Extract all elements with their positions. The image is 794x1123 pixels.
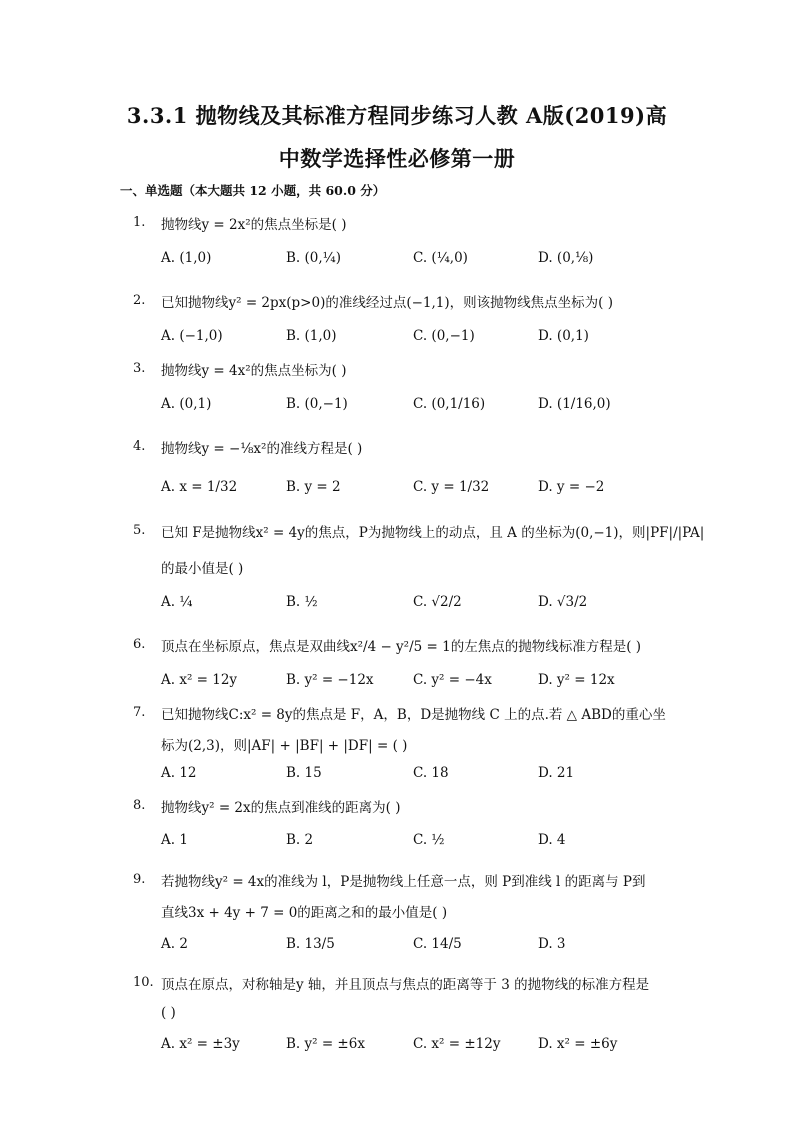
option-d: D. (0,⅛) [538, 250, 594, 266]
option-a: A. x = 1/32 [161, 479, 238, 495]
option-a: A. ¼ [161, 594, 193, 610]
question-text: 抛物线y = 2x²的焦点坐标是( ) [161, 217, 347, 233]
option-c: C. (0,1/16) [413, 396, 486, 412]
question-text: 抛物线y = −⅛x²的准线方程是( ) [161, 441, 363, 457]
option-c: C. x² = ±12y [413, 1036, 501, 1052]
question-text-continued: ( ) [161, 1005, 176, 1021]
option-a: A. 2 [161, 936, 188, 952]
question-number: 10. [133, 975, 154, 990]
option-b: B. y² = ±6x [286, 1036, 365, 1052]
option-d: D. 4 [538, 832, 566, 848]
question-text-continued: 标为(2,3)，则|AF| + |BF| + |DF| = ( ) [161, 738, 408, 754]
question-number: 4. [133, 439, 146, 454]
option-c: C. 14/5 [413, 936, 462, 952]
option-d: D. y² = 12x [538, 672, 615, 688]
option-c: C. y = 1/32 [413, 479, 490, 495]
option-a: A. (−1,0) [161, 328, 223, 344]
option-a: A. x² = ±3y [161, 1036, 240, 1052]
question-text: 顶点在原点，对称轴是y 轴，并且顶点与焦点的距离等于 3 的抛物线的标准方程是 [161, 977, 650, 993]
document-title-line-2: 中数学选择性必修第一册 [278, 146, 516, 171]
option-c: C. ½ [413, 832, 445, 848]
option-c: C. √2/2 [413, 594, 462, 610]
option-d: D. y = −2 [538, 479, 605, 495]
question-number: 8. [133, 798, 146, 813]
option-d: D. √3/2 [538, 594, 588, 610]
option-b: B. 2 [286, 832, 314, 848]
option-a: A. (0,1) [161, 396, 212, 412]
question-number: 2. [133, 293, 146, 308]
option-b: B. 13/5 [286, 936, 335, 952]
question-number: 7. [133, 705, 146, 720]
question-text-continued: 直线3x + 4y + 7 = 0的距离之和的最小值是( ) [161, 905, 448, 921]
question-text: 已知抛物线C:x² = 8y的焦点是 F，A，B，D是抛物线 C 上的点.若 △ ABD的重心坐 [161, 707, 666, 723]
option-d: D. (0,1) [538, 328, 589, 344]
document-title-line-1: 3.3.1 抛物线及其标准方程同步练习人教 A版(2019)高 [126, 103, 668, 128]
question-number: 5. [133, 523, 146, 538]
option-b: B. (0,−1) [286, 396, 348, 412]
option-b: B. (1,0) [286, 328, 337, 344]
option-d: D. (1/16,0) [538, 396, 611, 412]
option-a: A. (1,0) [161, 250, 212, 266]
question-number: 9. [133, 872, 146, 887]
option-b: B. 15 [286, 765, 322, 781]
option-c: C. 18 [413, 765, 449, 781]
option-b: B. ½ [286, 594, 318, 610]
question-text: 抛物线y² = 2x的焦点到准线的距离为( ) [161, 800, 401, 816]
option-a: A. 1 [161, 832, 188, 848]
option-a: A. x² = 12y [161, 672, 238, 688]
question-text: 若抛物线y² = 4x的准线为 l，P是抛物线上任意一点，则 P到准线 l 的距离与 P到 [161, 874, 646, 890]
question-number: 6. [133, 637, 146, 652]
option-b: B. y² = −12x [286, 672, 374, 688]
question-text-continued: 的最小值是( ) [161, 561, 244, 577]
option-d: D. 3 [538, 936, 566, 952]
question-text: 抛物线y = 4x²的焦点坐标为( ) [161, 363, 347, 379]
option-a: A. 12 [161, 765, 197, 781]
option-d: D. x² = ±6y [538, 1036, 618, 1052]
question-number: 1. [133, 215, 146, 230]
section-heading: 一、单选题（本大题共 12 小题，共 60.0 分） [120, 183, 386, 198]
option-c: C. (0,−1) [413, 328, 475, 344]
question-text: 已知抛物线y² = 2px(p>0)的准线经过点(−1,1)，则该抛物线焦点坐标为( ) [161, 295, 613, 311]
option-b: B. y = 2 [286, 479, 341, 495]
option-c: C. y² = −4x [413, 672, 492, 688]
question-text: 顶点在坐标原点，焦点是双曲线x²/4 − y²/5 = 1的左焦点的抛物线标准方程是( ) [161, 639, 642, 655]
option-d: D. 21 [538, 765, 575, 781]
option-c: C. (¼,0) [413, 250, 468, 266]
option-b: B. (0,¼) [286, 250, 342, 266]
question-text: 已知 F是抛物线x² = 4y的焦点，P为抛物线上的动点，且 A 的坐标为(0,−1)，则|PF|/|PA| [161, 525, 705, 541]
question-number: 3. [133, 361, 146, 376]
